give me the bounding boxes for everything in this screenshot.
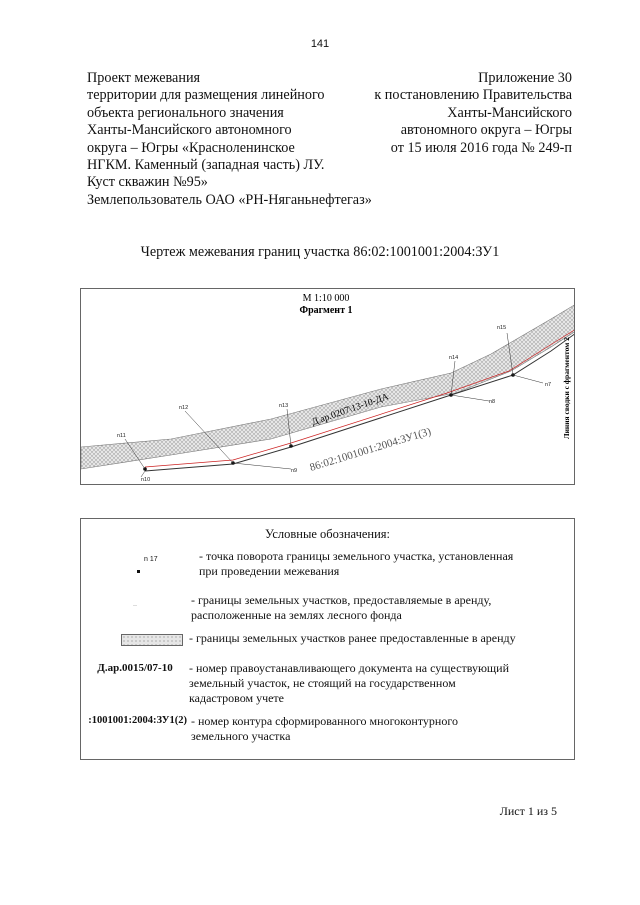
legend-line: - границы земельных участков, предоставляемые в аренду,	[191, 593, 492, 607]
legend-line: при проведении межевания	[199, 564, 340, 578]
point-label-n10: n10	[141, 477, 151, 483]
legend-item-text	[189, 631, 516, 646]
fragment-label: Фрагмент 1	[299, 305, 353, 316]
legend-line: - номер контура сформированного многоконтурного	[191, 714, 458, 728]
appendix-line: автономного округа – Югры	[400, 122, 572, 139]
project-line: объекта регионального значения	[87, 104, 284, 121]
project-line: Куст скважин №95»	[87, 174, 208, 191]
scale-label: М 1:10 000	[302, 293, 350, 304]
hatched-area-icon	[121, 634, 183, 646]
point-label-n9: n9	[291, 468, 298, 474]
legend-line: - номер правоустанавливающего документа на существующий	[189, 661, 510, 675]
boundary-line-icon	[133, 605, 137, 606]
project-line: территории для размещения линейного	[87, 87, 325, 104]
legend-title: Условные обозначения:	[264, 527, 391, 541]
match-line-label: Линия сводки с фрагментом 2	[562, 337, 571, 439]
legend	[80, 518, 575, 760]
project-line: Землепользователь ОАО «РН-Няганьнефтегаз»	[87, 191, 372, 208]
point-label-n14: n14	[449, 355, 459, 361]
point-label-n8: n8	[489, 399, 496, 405]
point-marker-icon	[137, 570, 140, 573]
legend-item-text	[189, 661, 509, 706]
sheet-number: Лист 1 из 5	[499, 804, 557, 818]
appendix-line: к постановлению Правительства	[374, 87, 572, 104]
project-info	[87, 70, 372, 209]
appendix-line: Приложение 30	[478, 70, 572, 86]
project-line: Проект межевания	[87, 70, 201, 86]
point-label-n15: n15	[497, 325, 507, 331]
point-label-n12: n12	[179, 405, 189, 411]
drawing-title: Чертеж межевания границ участка 86:02:1001001:2004:ЗУ1	[140, 244, 500, 260]
legend-item-text	[191, 714, 458, 744]
point-label-n11: n11	[117, 433, 126, 439]
contour-number-label: 86:02:1001001:2004:ЗУ1(3)	[308, 425, 433, 474]
legend-item-text	[199, 549, 513, 579]
project-line: НГКМ. Каменный (западная часть) ЛУ.	[87, 157, 325, 174]
appendix-line: от 15 июля 2016 года № 249-п	[390, 139, 572, 156]
legend-symbol-document: Д.ар.0015/07-10	[97, 662, 173, 674]
legend-line: земельный участок, не стоящий на государственном	[189, 676, 456, 690]
drawing-canvas	[81, 289, 575, 485]
page-number: 141	[310, 38, 330, 50]
appendix-line: Ханты-Мансийского	[447, 104, 572, 121]
document-number-label: Д.ар.0207\13-10-ДА	[310, 392, 391, 428]
legend-symbol-contour: :1001001:2004:ЗУ1(2)	[88, 715, 187, 726]
point-label-n7: n7	[545, 382, 552, 388]
project-line: Ханты-Мансийского автономного	[87, 122, 292, 139]
legend-item-text	[191, 593, 491, 623]
survey-drawing	[80, 288, 575, 485]
legend-symbol-point-label: n 17	[144, 556, 158, 563]
project-line: округа – Югры «Красноленинское	[87, 139, 295, 156]
appendix-info	[374, 70, 572, 157]
legend-line: - точка поворота границы земельного участка, установленная	[199, 549, 514, 563]
legend-line: земельного участка	[191, 729, 291, 743]
legend-line: кадастровом учете	[189, 691, 285, 705]
legend-line: - границы земельных участков ранее предоставленные в аренду	[189, 631, 516, 645]
point-label-n13: n13	[279, 403, 289, 409]
legend-line: расположенные на землях лесного фонда	[191, 608, 402, 622]
legend-symbol-point	[125, 554, 175, 584]
